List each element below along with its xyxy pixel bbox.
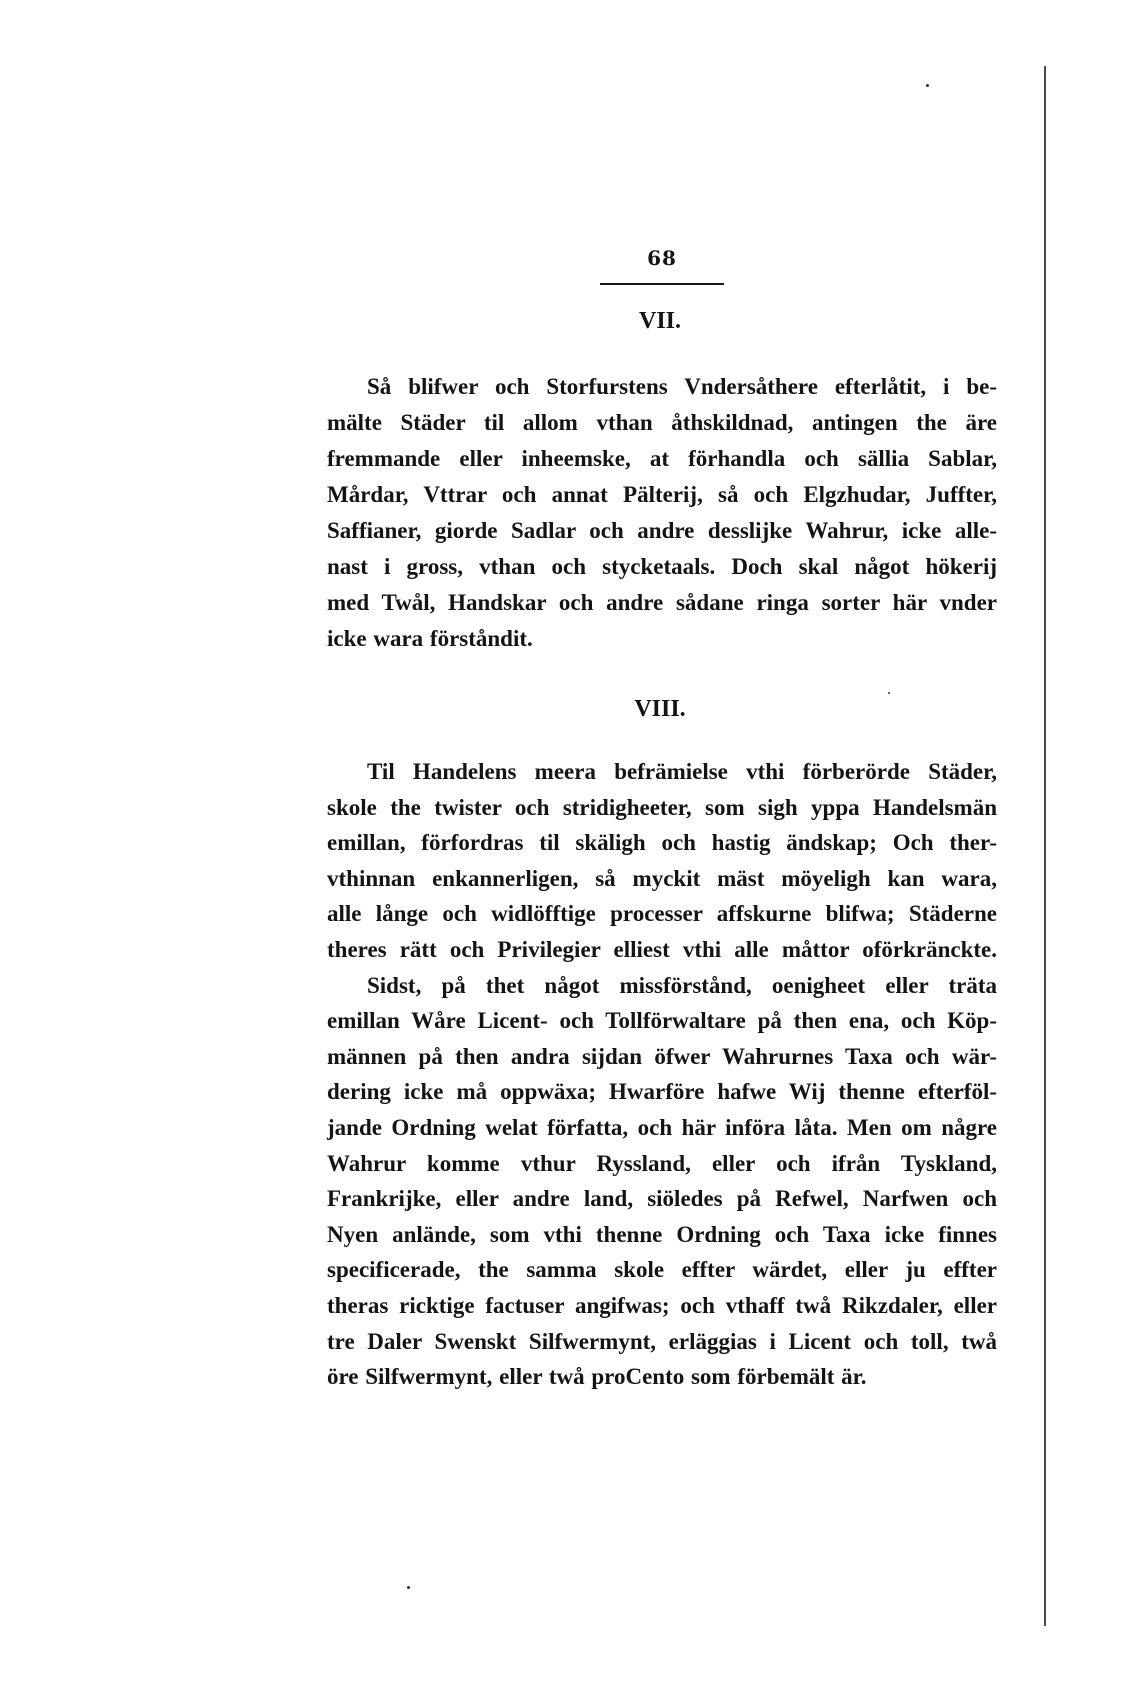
text-line: emillan Wåre Licent- och Tollförwaltare på then ena, och Köp- (327, 1008, 997, 1034)
text-line: tre Daler Swenskt Silfwermynt, erläggias i Licent och toll, twå (327, 1328, 997, 1354)
text-line: Til Handelens meera befrämielse vthi förberörde Städer, (367, 759, 997, 784)
text-line: fremmande eller inheemske, at förhandla och sällia Sablar, (327, 446, 997, 471)
text-line: männen på then andra sijdan öfwer Wahrurnes Taxa och wär- (327, 1043, 997, 1069)
text-line: öre Silfwermynt, eller twå proCento som förbemält är. (327, 1364, 867, 1390)
text-line: icke wara förståndit. (327, 626, 533, 651)
section-viii-body (327, 754, 997, 1395)
section-vii-body (327, 369, 997, 657)
text-line: Nyen anlände, som vthi thenne Ordning och Taxa icke finnes (327, 1221, 997, 1247)
text-line: med Twål, Handskar och andre sådane ringa sorter här vnder (327, 590, 997, 615)
section-heading-viii: VIII. (634, 696, 686, 722)
text-line: mälte Städer til allom vthan åthskildnad, antingen the äre (327, 410, 997, 435)
text-line: theres rätt och Privilegier elliest vthi alle måttor oförkränckte. (327, 936, 997, 962)
section-heading-vii: VII. (638, 308, 681, 334)
text-line: Saffianer, giorde Sadlar och andre desslijke Wahrur, icke alle- (327, 518, 997, 543)
text-line: nast i gross, vthan och stycketaals. Doch skal något hökerij (327, 554, 997, 579)
text-line: Wahrur komme vthur Ryssland, eller och ifrån Tyskland, (327, 1150, 997, 1176)
page-edge-line (1044, 66, 1046, 1626)
text-line: jande Ordning welat författa, och här införa låta. Men om någre (327, 1114, 997, 1140)
text-line: vthinnan enkannerligen, så myckit mäst möyeligh kan wara, (327, 865, 997, 891)
ink-speck (888, 692, 890, 694)
text-line: Så blifwer och Storfurstens Vndersåthere efterlåtit, i be- (367, 374, 997, 399)
text-line: Sidst, på thet något missförstånd, oenigheet eller träta (367, 972, 997, 998)
text-line: alle långe och widlöfftige processer affskurne blifwa; Städerne (327, 901, 997, 927)
text-line: Mårdar, Vttrar och annat Pälterij, så och Elgzhudar, Juffter, (327, 482, 997, 507)
text-line: specificerade, the samma skole effter wärdet, eller ju effter (327, 1257, 997, 1283)
page-number-rule (600, 283, 724, 285)
text-line: skole the twister och stridigheeter, som sigh yppa Handelsmän (327, 794, 997, 820)
text-line: dering icke må oppwäxa; Hwarföre hafwe Wij thenne efterföl- (327, 1079, 997, 1105)
text-line: theras ricktige factuser angifwas; och vthaff twå Rikzdaler, eller (327, 1292, 997, 1318)
page-number: 68 (647, 246, 677, 270)
ink-speck (407, 1586, 410, 1589)
text-line: Frankrijke, eller andre land, siöledes på Refwel, Narfwen och (327, 1186, 997, 1212)
ink-speck (926, 84, 929, 87)
text-line: emillan, förfordras til skäligh och hastig ändskap; Och ther- (327, 830, 997, 856)
